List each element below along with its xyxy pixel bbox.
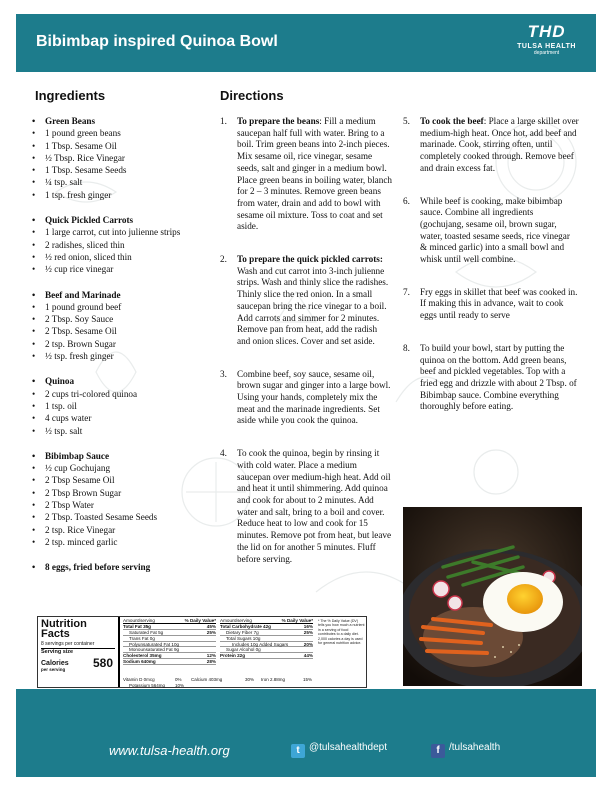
ingredient-item: • 2 tsp. Brown Sugar: [32, 338, 207, 350]
step-heading: To cook the beef: [420, 116, 484, 126]
nutrition-summary: [38, 617, 120, 687]
nutrient-label: Protein 22g: [220, 653, 246, 659]
daily-value-header: % Daily Value*: [184, 618, 216, 623]
ingredient-group: [32, 115, 207, 201]
directions-column-2: [403, 116, 579, 434]
ingredient-group: [32, 289, 207, 363]
nutrient-daily-value: 20%: [303, 641, 313, 647]
ingredient-item: • 1 pound ground beef: [32, 301, 207, 313]
nutrient-daily-value: 12%: [206, 653, 216, 659]
amount-header: Amount/serving: [220, 618, 252, 623]
ingredient-item: • 1 Tbsp. Sesame Oil: [32, 140, 207, 152]
direction-step: [220, 254, 392, 348]
direction-step: [403, 196, 579, 266]
ingredient-group-list: [32, 561, 207, 573]
ingredient-item: • 1 large carrot, cut into julienne strips: [32, 226, 207, 238]
ingredient-item: • 2 tsp. Rice Vinegar: [32, 524, 207, 536]
nutrient-row: [123, 659, 216, 665]
step-text: Fry eggs in skillet that beef was cooked in. If making this in advance, wait to cook eggs until ready to serve: [420, 286, 578, 321]
nutrient-daily-value: 45%: [206, 623, 216, 629]
ingredients-list: [32, 115, 207, 587]
nutrient-label: Sugar Alcohol 0g: [226, 647, 261, 653]
step-text: Wash and cut carrot into 3-inch julienne strips. Wash and thinly slice the radishes. Thinly slice the red onion. In a small saucepan bring the rice vinegar to a boil. Add carrots and simmer for 2 minutes. Remove pan from heat, add the radish and onion slices. Cover and set aside.: [237, 265, 389, 346]
recipe-title: Bibimbap inspired Quinoa Bowl: [36, 33, 278, 50]
direction-step: [220, 116, 392, 233]
ingredient-group-list: [32, 115, 207, 201]
ingredient-group: [32, 450, 207, 548]
step-text: To cook the quinoa, begin by rinsing it with cold water. Place a medium saucepan over medium-high heat. Add oil and heat it until shimmering. Add quinoa and cook for about to 2 minutes. Add water and salt, bring to a boil and cover. Reduce heat to low and cook for 15 minutes. Remove pot from heat, but leave the lid on for another 5 minutes. Fluff before serving.: [237, 448, 392, 564]
ingredient-item: • 2 Tbsp. Soy Sauce: [32, 313, 207, 325]
daily-value-footnote: * The % Daily Value (DV) tells you how much a nutrient in a serving of food contributes to a daily diet. 2,000 calories a day is used for general nutrition advice.: [318, 619, 365, 646]
ingredients-heading: Ingredients: [35, 88, 106, 103]
ingredient-item: • 2 cups tri-colored quinoa: [32, 388, 207, 400]
nutrient-daily-value: 25%: [303, 629, 313, 635]
facebook-link[interactable]: [431, 742, 500, 758]
calories-label: Calories: [41, 660, 69, 667]
ingredient-item: • 1 Tbsp. Sesame Seeds: [32, 164, 207, 176]
tulsa-health-logo: [517, 22, 576, 56]
bibimbap-bowl-photo: [403, 507, 582, 686]
footer-banner: [16, 689, 596, 777]
nutrient-daily-value: 16%: [303, 623, 313, 629]
twitter-handle: @tulsahealthdept: [309, 742, 387, 753]
ingredient-item: • 1 tsp. fresh ginger: [32, 189, 207, 201]
step-text: : Place a large skillet over medium-high heat. Once hot, add beef and marinade. Cook, stirring often, until completely cooked through. Remove beef and drain excess fat.: [420, 116, 579, 173]
nutrient-label: Polyunsaturated Fat 10g: [129, 641, 180, 647]
ingredient-item: • 1 tsp. oil: [32, 400, 207, 412]
iron-pct: 15%: [303, 677, 313, 682]
twitter-link[interactable]: [291, 742, 387, 758]
nutrient-row: [220, 653, 313, 659]
direction-step: [403, 287, 579, 322]
header-banner: [16, 14, 596, 72]
nutrient-label: Includes 10g Added Sugars: [232, 641, 289, 647]
step-text: To build your bowl, start by putting the quinoa on the bottom. Add green beans, beef and pickled vegetables. Top with a fried egg and drizzle with about 2 Tbsp. of Bibimbap sauce. Combine everything thoroughly before eating.: [420, 342, 577, 412]
logo-name: TULSA HEALTH: [517, 43, 576, 50]
ingredient-group-heading: • Green Beans: [32, 115, 207, 127]
ingredient-item: • ½ cup rice vinegar: [32, 263, 207, 275]
ingredient-group-heading: • Quick Pickled Carrots: [32, 214, 207, 226]
step-number: 2.: [220, 254, 227, 265]
nutrient-label: Total Carbohydrate 42g: [220, 623, 271, 629]
servings-per-container: 8 servings per container: [41, 641, 115, 649]
ingredient-item: • 2 Tbsp Brown Sugar: [32, 487, 207, 499]
ingredient-item: • 2 Tbsp Sesame Oil: [32, 474, 207, 486]
ingredient-item: • 2 radishes, sliced thin: [32, 239, 207, 251]
facebook-icon: f: [431, 744, 445, 758]
step-number: 8.: [403, 342, 410, 353]
ingredient-group: [32, 214, 207, 275]
directions-column-1: [220, 116, 392, 586]
step-text: Combine beef, soy sauce, sesame oil, brown sugar and ginger into a large bowl. Using your hands, completely mix the meat and the marinade ingredients. Set aside while you cook the quinoa.: [237, 368, 391, 426]
iron: Iron 2.88mg: [261, 677, 286, 682]
ingredient-group-heading: • Quinoa: [32, 375, 207, 387]
nutrient-daily-value: 25%: [206, 629, 216, 635]
serving-size-label: Serving size: [41, 649, 74, 655]
direction-step: [403, 343, 579, 413]
nutrient-label: Saturated Fat 5g: [129, 629, 164, 635]
calcium-pct: 30%: [245, 677, 255, 682]
ingredient-item: • 1 pound green beans: [32, 127, 207, 139]
ingredient-group-list: [32, 214, 207, 275]
nutrient-daily-value: 28%: [206, 659, 216, 665]
step-number: 1.: [220, 116, 227, 126]
calories-row: [41, 656, 115, 672]
potassium-pct: 10%: [175, 682, 185, 688]
ingredient-item: • ½ Tbsp. Rice Vinegar: [32, 152, 207, 164]
twitter-icon: t: [291, 744, 305, 758]
daily-value-header: % Daily Value*: [281, 618, 313, 623]
nutrient-label: Cholesterol 35mg: [123, 653, 162, 659]
ingredient-group-list: [32, 289, 207, 363]
nutrient-label: Total Sugars 10g: [226, 635, 261, 641]
nutrient-column-carbs: [220, 618, 313, 659]
ingredient-item: • 4 cups water: [32, 412, 207, 424]
ingredient-group: [32, 375, 207, 436]
ingredient-item: • ½ tsp. fresh ginger: [32, 350, 207, 362]
ingredient-item: • ¼ tsp. salt: [32, 176, 207, 188]
ingredient-group: [32, 561, 207, 573]
direction-step: [220, 448, 392, 565]
ingredient-group-heading: • 8 eggs, fried before serving: [32, 561, 207, 573]
nutrient-label: Sodium 640mg: [123, 659, 156, 665]
directions-heading: Directions: [220, 88, 284, 103]
direction-step: [403, 116, 579, 175]
ingredient-item: • 2 Tbsp. Toasted Sesame Seeds: [32, 511, 207, 523]
website-link[interactable]: www.tulsa-health.org: [109, 743, 230, 758]
logo-mark: THD: [527, 22, 566, 41]
nutrient-column-fats: [123, 618, 216, 665]
ingredient-group-list: [32, 375, 207, 436]
nutrition-title: Nutrition Facts: [41, 618, 87, 640]
nutrient-daily-value: 44%: [303, 653, 313, 659]
nutrient-label: Dietary Fiber 7g: [226, 629, 259, 635]
step-heading: To prepare the quick pickled carrots:: [237, 254, 383, 265]
ingredient-item: • ½ cup Gochujang: [32, 462, 207, 474]
calories-value: 580: [92, 656, 113, 670]
calcium: Calcium 403mg: [191, 677, 223, 682]
ingredient-item: • 2 tsp. minced garlic: [32, 536, 207, 548]
facebook-handle: /tulsahealth: [449, 742, 501, 753]
ingredient-group-list: [32, 450, 207, 548]
step-text: While beef is cooking, make bibimbap sauce. Combine all ingredients (gochujang, sesame oil, brown sugar, water, toasted sesame seeds, rice vinegar & minced garlic) into a small bowl and whisk until well combine.: [420, 195, 570, 265]
ingredient-item: • 2 Tbsp Water: [32, 499, 207, 511]
step-number: 5.: [403, 116, 410, 126]
nutrient-label: Total Fat 35g: [123, 623, 151, 629]
amount-header: Amount/serving: [123, 618, 155, 623]
ingredient-item: • ½ red onion, sliced thin: [32, 251, 207, 263]
vitamin-d-pct: 0%: [175, 677, 182, 682]
potassium: Potassium 564mg: [129, 682, 166, 688]
step-number: 7.: [403, 286, 410, 297]
nutrient-label: Monounsaturated Fat 9g: [129, 647, 180, 653]
step-number: 6.: [403, 195, 410, 206]
ingredient-item: • 2 Tbsp. Sesame Oil: [32, 325, 207, 337]
ingredient-group-heading: • Beef and Marinade: [32, 289, 207, 301]
step-number: 3.: [220, 368, 227, 379]
vitamin-d: Vitamin D 0mcg: [123, 677, 155, 682]
step-heading: To prepare the beans: [237, 116, 320, 126]
step-number: 4.: [220, 448, 227, 459]
per-serving-label: per serving: [41, 667, 66, 672]
nutrient-label: Trans Fat 0g: [129, 635, 155, 641]
ingredient-item: • ½ tsp. salt: [32, 425, 207, 437]
step-text: : Fill a medium saucepan half full with water. Bring to a boil. Trim green beans into 2-inch pieces. Mix sesame oil, rice vinegar, sesame seeds, salt and ginger in a medium bowl. Place green beans in boiling water, blanch for 2 – 3 minutes. Remove green beans from water, drain and add to bowl with sesame oil mixture. Toss to coat and set aside.: [237, 116, 392, 232]
ingredient-group-heading: • Bibimbap Sauce: [32, 450, 207, 462]
direction-step: [220, 369, 392, 428]
logo-sub: department: [533, 50, 560, 56]
nutrition-facts-label: [37, 616, 367, 688]
